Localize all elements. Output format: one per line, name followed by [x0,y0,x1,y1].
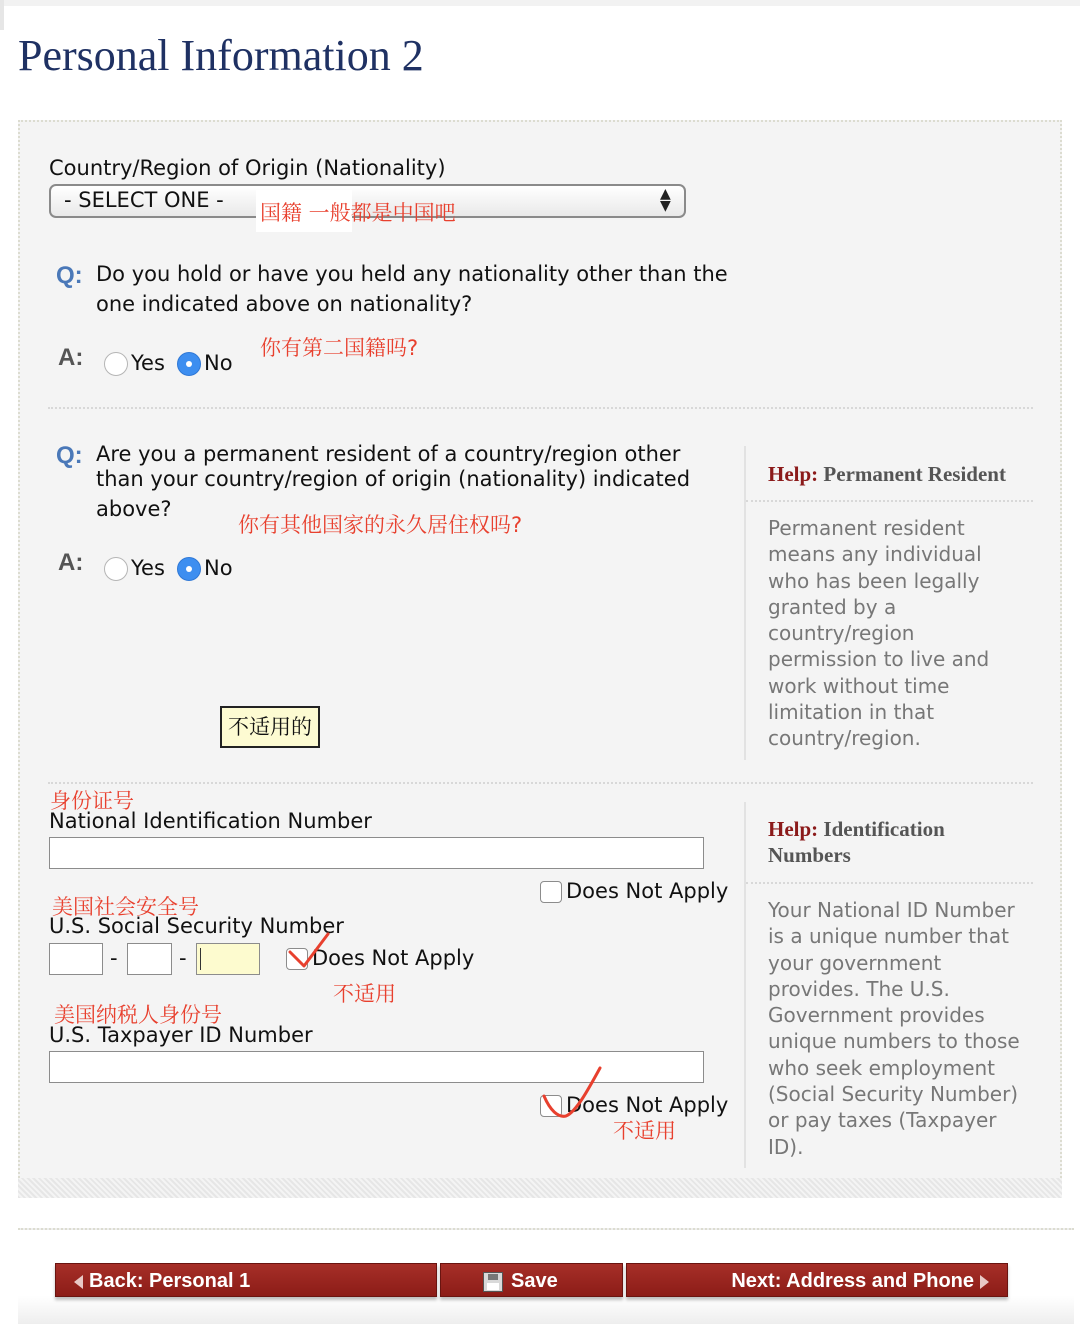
arrow-right-icon [980,1275,989,1289]
ssn-part2-input[interactable] [127,943,172,975]
q2-yes-label: Yes [131,556,165,580]
nationality-select-value: - SELECT ONE - [64,188,224,212]
taxpayer-dna-annotation: 不适用 [613,1119,676,1143]
ssn-dna-annotation: 不适用 [333,982,396,1006]
back-button[interactable] [55,1263,437,1297]
q2-yes-radio[interactable] [104,557,128,581]
ssn-separator: - [110,946,118,970]
floppy-disk-icon [483,1272,503,1292]
divider [48,782,1033,784]
help-pr-line: permission to live and [768,647,990,672]
help-pr-title [768,461,1006,487]
q2-no-radio[interactable] [177,557,201,581]
national-id-input[interactable] [49,837,704,869]
ssn-label: U.S. Social Security Number [49,914,344,938]
q1-question-line1: Do you hold or have you held any nationality other than the [96,262,728,286]
next-button-label: Next: Address and Phone [731,1270,974,1292]
ssn-part1-input[interactable] [49,943,103,975]
national-id-label: National Identification Number [49,809,372,833]
q2-no-label: No [204,556,233,580]
ssn-dna-label: Does Not Apply [312,946,475,970]
help-id-prefix: Help: [768,817,819,841]
help-pr-line: means any individual [768,542,982,567]
help-id-separator [744,802,746,1168]
nationality-annotation: 国籍 一般都是中国吧 [260,201,456,225]
help-id-line: Your National ID Number [768,898,1015,922]
q2-a-marker: A: [58,549,84,576]
ssn-annotation: 美国社会安全号 [52,895,199,919]
help-id-line: (Social Security Number) [768,1082,1019,1107]
q1-a-marker: A: [58,344,84,371]
q1-yes-radio[interactable] [104,352,128,376]
annotation-sticker: 不适用的 [220,706,320,748]
help-pr-line: who has been legally [768,568,980,593]
help-id-title [768,816,945,868]
taxpayer-dna-label: Does Not Apply [566,1093,729,1117]
taxpayer-label: U.S. Taxpayer ID Number [49,1023,313,1047]
national-id-dna-checkbox[interactable] [540,881,562,903]
help-pr-line: work without time [768,673,950,698]
text-cursor [200,948,201,970]
page-title: Personal Information 2 [18,31,424,80]
q2-question-line2: than your country/region of origin (nationality) indicated [96,467,691,491]
help-pr-line: granted by a [768,594,897,619]
help-pr-prefix: Help: [768,462,819,486]
q1-no-radio[interactable] [177,352,201,376]
help-pr-line: country/region. [768,726,921,751]
panel-bottom-texture [18,1178,1062,1198]
save-button[interactable] [440,1263,623,1297]
nationality-label: Country/Region of Origin (Nationality) [49,156,446,180]
q1-yes-label: Yes [131,351,165,375]
help-id-title-line2: Numbers [768,843,851,867]
help-id-line: or pay taxes (Taxpayer [768,1108,997,1133]
q1-q-marker: Q: [56,262,83,289]
select-arrows-icon: ▲ ▼ [660,186,671,214]
help-id-line: ID). [768,1134,804,1159]
help-pr-title-text: Permanent Resident [823,462,1006,486]
help-id-body [768,897,1020,1160]
next-button[interactable] [626,1263,1008,1297]
checkmark-annotation-icon [540,1066,604,1122]
q2-question-line3: above? [96,497,172,521]
taxpayer-input[interactable] [49,1051,704,1083]
help-pr-line: country/region [768,621,915,646]
q1-no-label: No [204,351,233,375]
left-edge-mark [0,0,4,30]
national-id-annotation: 身份证号 [50,789,134,813]
help-pr-separator [744,446,746,760]
help-id-line: Government provides [768,1003,985,1028]
q1-question-line2: one indicated above on nationality? [96,292,473,316]
help-id-line: unique numbers to those [768,1029,1020,1054]
help-pr-divider [746,500,1033,502]
q1-annotation: 你有第二国籍吗? [260,336,419,360]
save-button-label: Save [511,1270,558,1292]
back-button-label: Back: Personal 1 [89,1270,251,1292]
help-pr-body [768,515,989,752]
help-id-line: your government [768,950,942,975]
top-edge [0,0,1080,6]
help-id-title-line1: Identification [823,817,945,841]
ssn-separator: - [179,946,187,970]
q2-q-marker: Q: [56,442,83,469]
q2-question-line1: Are you a permanent resident of a country/region other [96,442,681,466]
arrow-left-icon [74,1275,83,1289]
national-id-dna-label: Does Not Apply [566,879,729,903]
help-pr-line: limitation in that [768,700,935,725]
help-id-line: provides. The U.S. [768,976,950,1001]
help-id-divider [746,882,1033,884]
checkmark-annotation-icon [288,930,332,970]
divider [48,407,1033,409]
ssn-part3-input[interactable] [196,943,260,975]
taxpayer-annotation: 美国纳税人身份号 [54,1003,222,1027]
help-pr-line: Permanent resident [768,516,965,540]
help-id-line: who seek employment [768,1055,996,1080]
q2-annotation: 你有其他国家的永久居住权吗? [238,513,523,537]
help-id-line: is a unique number that [768,924,1009,949]
